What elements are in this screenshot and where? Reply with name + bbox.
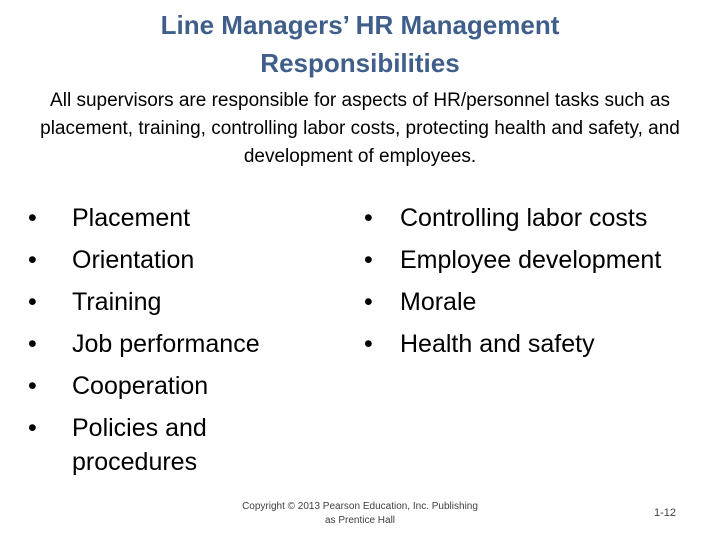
page-number: 1-12 [653, 507, 677, 519]
list-item-label: Placement [72, 204, 191, 232]
bullet-icon: • [28, 246, 37, 274]
bullet-icon: • [364, 330, 373, 358]
slide-title: Line Managers’ HR Management Responsibilities [160, 10, 560, 78]
list-item-label: Health and safety [400, 330, 595, 358]
bullet-icon: • [28, 330, 37, 358]
list-item [28, 411, 328, 479]
list-item [28, 243, 328, 277]
list-item [28, 327, 328, 361]
list-item [364, 201, 684, 235]
list-item-label: Training [72, 288, 162, 316]
right-bullet-list [364, 201, 684, 369]
list-item-label: Orientation [72, 246, 195, 274]
bullet-icon: • [364, 288, 373, 316]
left-bullet-list [28, 201, 328, 487]
list-item-label: Policies and procedures [72, 414, 207, 476]
bullet-icon: • [364, 246, 373, 274]
bullet-icon: • [28, 414, 37, 442]
list-item-label: Morale [400, 288, 477, 316]
list-item-label: Employee development [400, 246, 662, 274]
copyright-footer: Copyright © 2013 Pearson Education, Inc. Publishing as Prentice Hall [242, 501, 478, 526]
list-item-label: Controlling labor costs [400, 204, 648, 232]
intro-paragraph: All supervisors are responsible for aspects of HR/personnel tasks such as placement, training, controlling labor costs, protecting health and safety, and development of employees. [40, 90, 680, 167]
list-item [28, 201, 328, 235]
bullet-icon: • [28, 288, 37, 316]
list-item [364, 285, 684, 319]
list-item-label: Cooperation [72, 372, 209, 400]
list-item [364, 327, 684, 361]
bullet-icon: • [364, 204, 373, 232]
bullet-icon: • [28, 372, 37, 400]
list-item [28, 285, 328, 319]
bullet-icon: • [28, 204, 37, 232]
list-item [364, 243, 684, 277]
list-item-label: Job performance [72, 330, 260, 358]
list-item [28, 369, 328, 403]
